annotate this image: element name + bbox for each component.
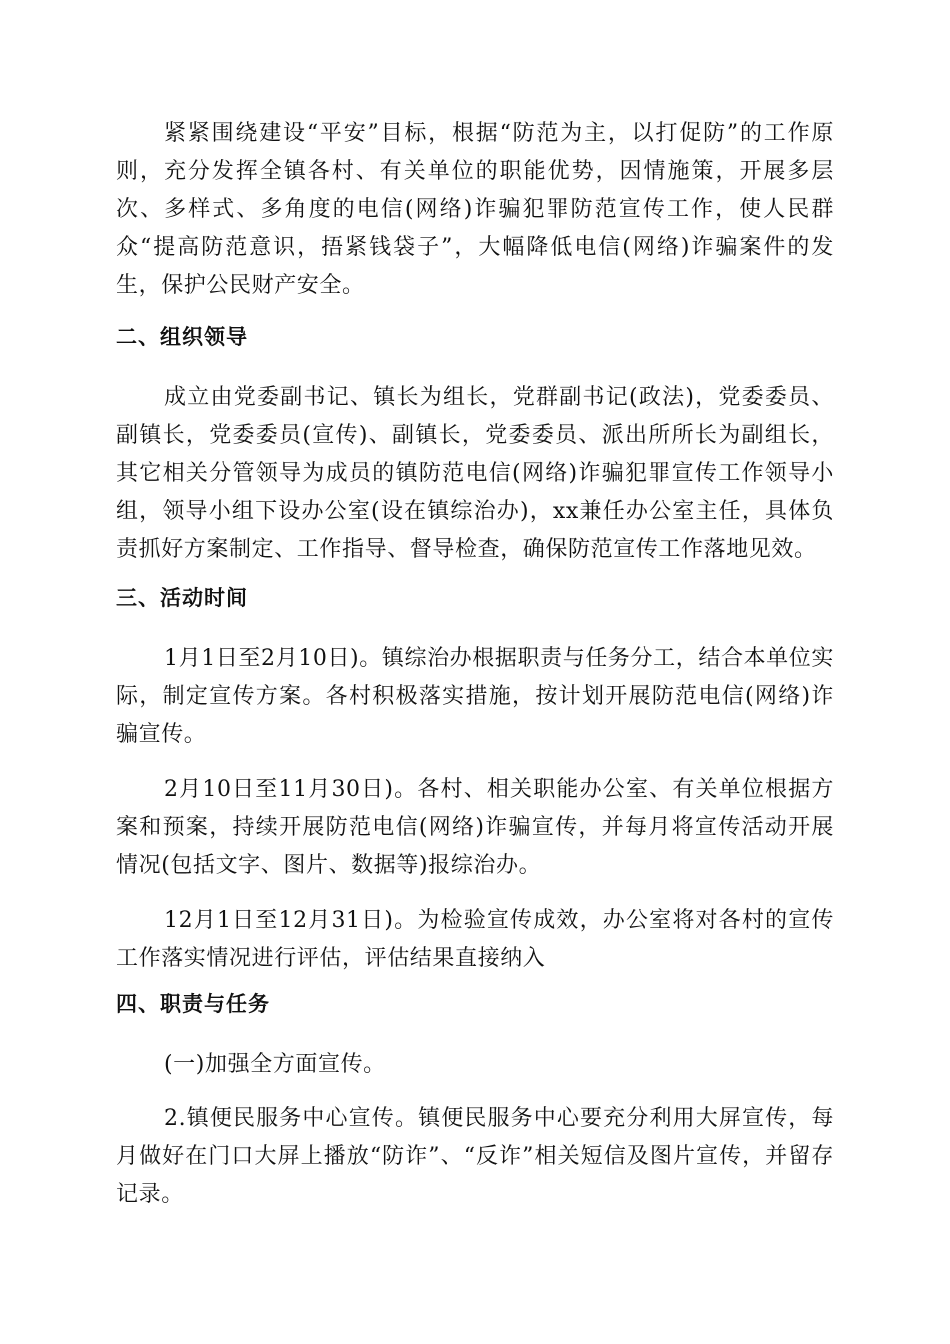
- paragraph-schedule-phase-3: 12月1日至12月31日)。为检验宣传成效，办公室将对各村的宣传工作落实情况进行评估，评估结果直接纳入: [116, 908, 834, 971]
- paragraph-service-center: 2.镇便民服务中心宣传。镇便民服务中心要充分利用大屏宣传，每月做好在门口大屏上播放“防诈”、“反诈”相关短信及图片宣传，并留存记录。: [116, 1106, 834, 1207]
- section-heading-schedule: 三、活动时间: [116, 586, 248, 610]
- paragraph-schedule-phase-1: 1月1日至2月10日)。镇综治办根据职责与任务分工，结合本单位实际，制定宣传方案。各村积极落实措施，按计划开展防范电信(网络)诈骗宣传。: [116, 646, 834, 747]
- paragraph-organization: 成立由党委副书记、镇长为组长，党群副书记(政法)，党委委员、副镇长，党委委员(宣传)、副镇长，党委委员、派出所所长为副组长，其它相关分管领导为成员的镇防范电信(网络)诈骗犯罪宣传工作领导小组，领导小组下设办公室(设在镇综治办)，xx兼任办公室主任，具体负责抓好方案制定、工作指导、督导检查，确保防范宣传工作落地见效。: [116, 385, 834, 562]
- paragraph-schedule-phase-2: 2月10日至11月30日)。各村、相关职能办公室、有关单位根据方案和预案，持续开展防范电信(网络)诈骗宣传，并每月将宣传活动开展情况(包括文字、图片、数据等)报综治办。: [116, 777, 834, 878]
- section-heading-duties: 四、职责与任务: [116, 992, 270, 1016]
- paragraph-goal: 紧紧围绕建设“平安”目标，根据“防范为主，以打促防”的工作原则，充分发挥全镇各村、有关单位的职能优势，因情施策，开展多层次、多样式、多角度的电信(网络)诈骗犯罪防范宣传工作，使人民群众“提高防范意识，捂紧钱袋子”，大幅降低电信(网络)诈骗案件的发生，保护公民财产安全。: [116, 121, 834, 298]
- section-heading-organization: 二、组织领导: [116, 325, 248, 349]
- paragraph-duties-subheading: (一)加强全方面宣传。: [164, 1052, 386, 1077]
